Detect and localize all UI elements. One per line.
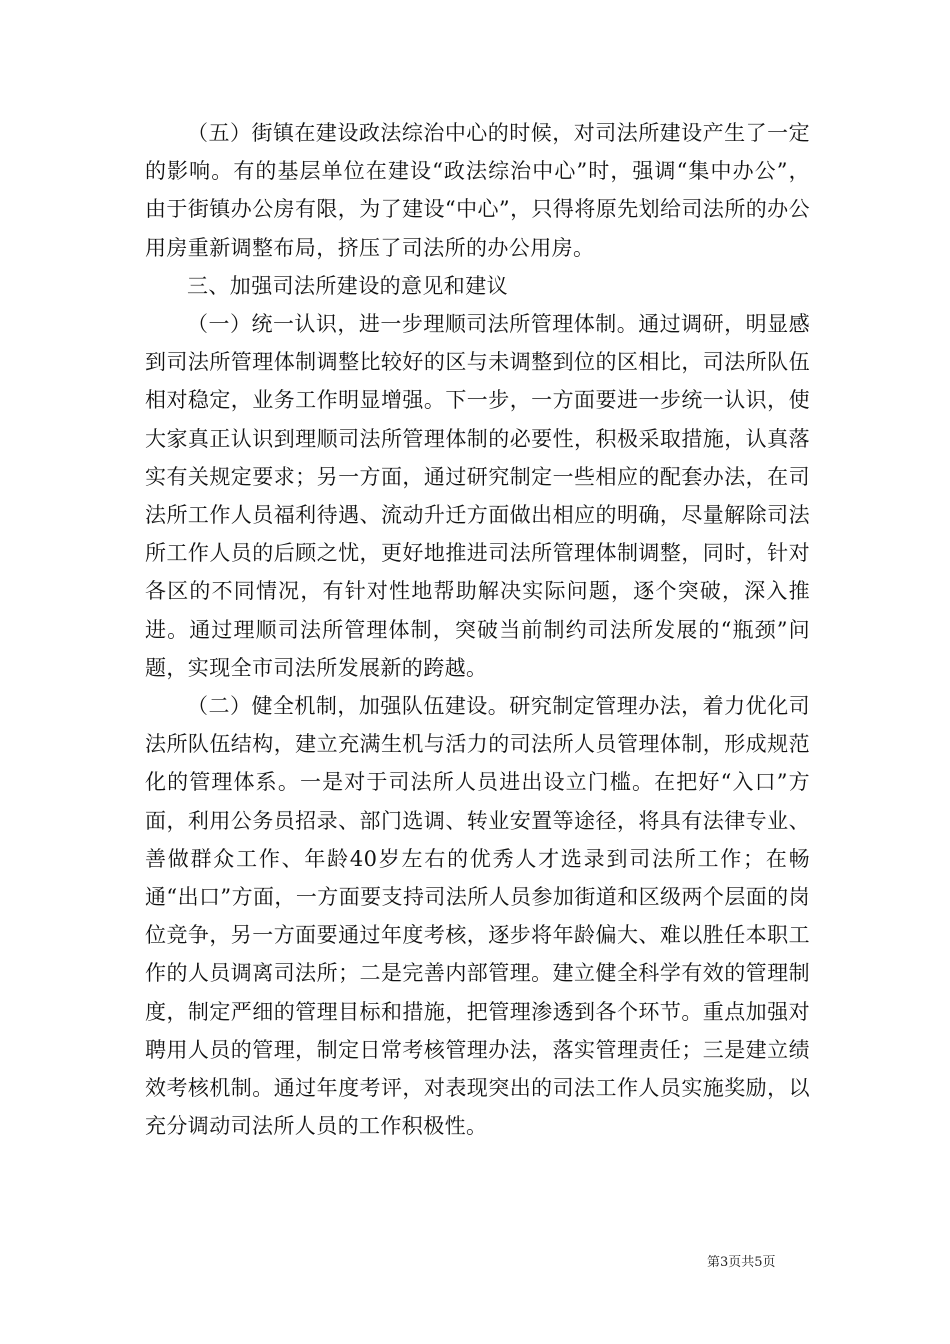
- paragraph-item-five-impact: （五）街镇在建设政法综治中心的时候，对司法所建设产生了一定的影响。有的基层单位在建设“政法综治中心”时，强调“集中办公”，由于街镇办公房有限，为了建设“中心”，只得将原先划给司法所的办公用房重新调整布局，挤压了司法所的办公用房。: [145, 121, 810, 260]
- document-body: [145, 114, 810, 1145]
- paragraph-item-two-mechanism: （二）健全机制，加强队伍建设。研究制定管理办法，着力优化司法所队伍结构，建立充满生机与活力的司法所人员管理体制，形成规范化的管理体系。一是对于司法所人员进出设立门槛。在把好“入口”方面，利用公务员招录、部门选调、转业安置等途径，将具有法律专业、善做群众工作、年龄40岁左右的优秀人才选录到司法所工作；在畅通“出口”方面，一方面要支持司法所人员参加街道和区级两个层面的岗位竞争，另一方面要通过年度考核，逐步将年龄偏大、难以胜任本职工作的人员调离司法所；二是完善内部管理。建立健全科学有效的管理制度，制定严细的管理目标和措施，把管理渗透到各个环节。重点加强对聘用人员的管理，制定日常考核管理办法，落实管理责任；三是建立绩效考核机制。通过年度考评，对表现突出的司法工作人员实施奖励，以充分调动司法所人员的工作积极性。: [145, 694, 810, 1139]
- page-number: 第3页共5页: [707, 1255, 776, 1270]
- paragraph-item-one-management: （一）统一认识，进一步理顺司法所管理体制。通过调研，明显感到司法所管理体制调整比较好的区与未调整到位的区相比，司法所队伍相对稳定，业务工作明显增强。下一步，一方面要进一步统一认识，使大家真正认识到理顺司法所管理体制的必要性，积极采取措施，认真落实有关规定要求；另一方面，通过研究制定一些相应的配套办法，在司法所工作人员福利待遇、流动升迁方面做出相应的明确，尽量解除司法所工作人员的后顾之忧，更好地推进司法所管理体制调整，同时，针对各区的不同情况，有针对性地帮助解决实际问题，逐个突破，深入推进。通过理顺司法所管理体制，突破当前制约司法所发展的“瓶颈”问题，实现全市司法所发展新的跨越。: [145, 312, 810, 680]
- section-heading-suggestions: 三、加强司法所建设的意见和建议: [187, 273, 508, 298]
